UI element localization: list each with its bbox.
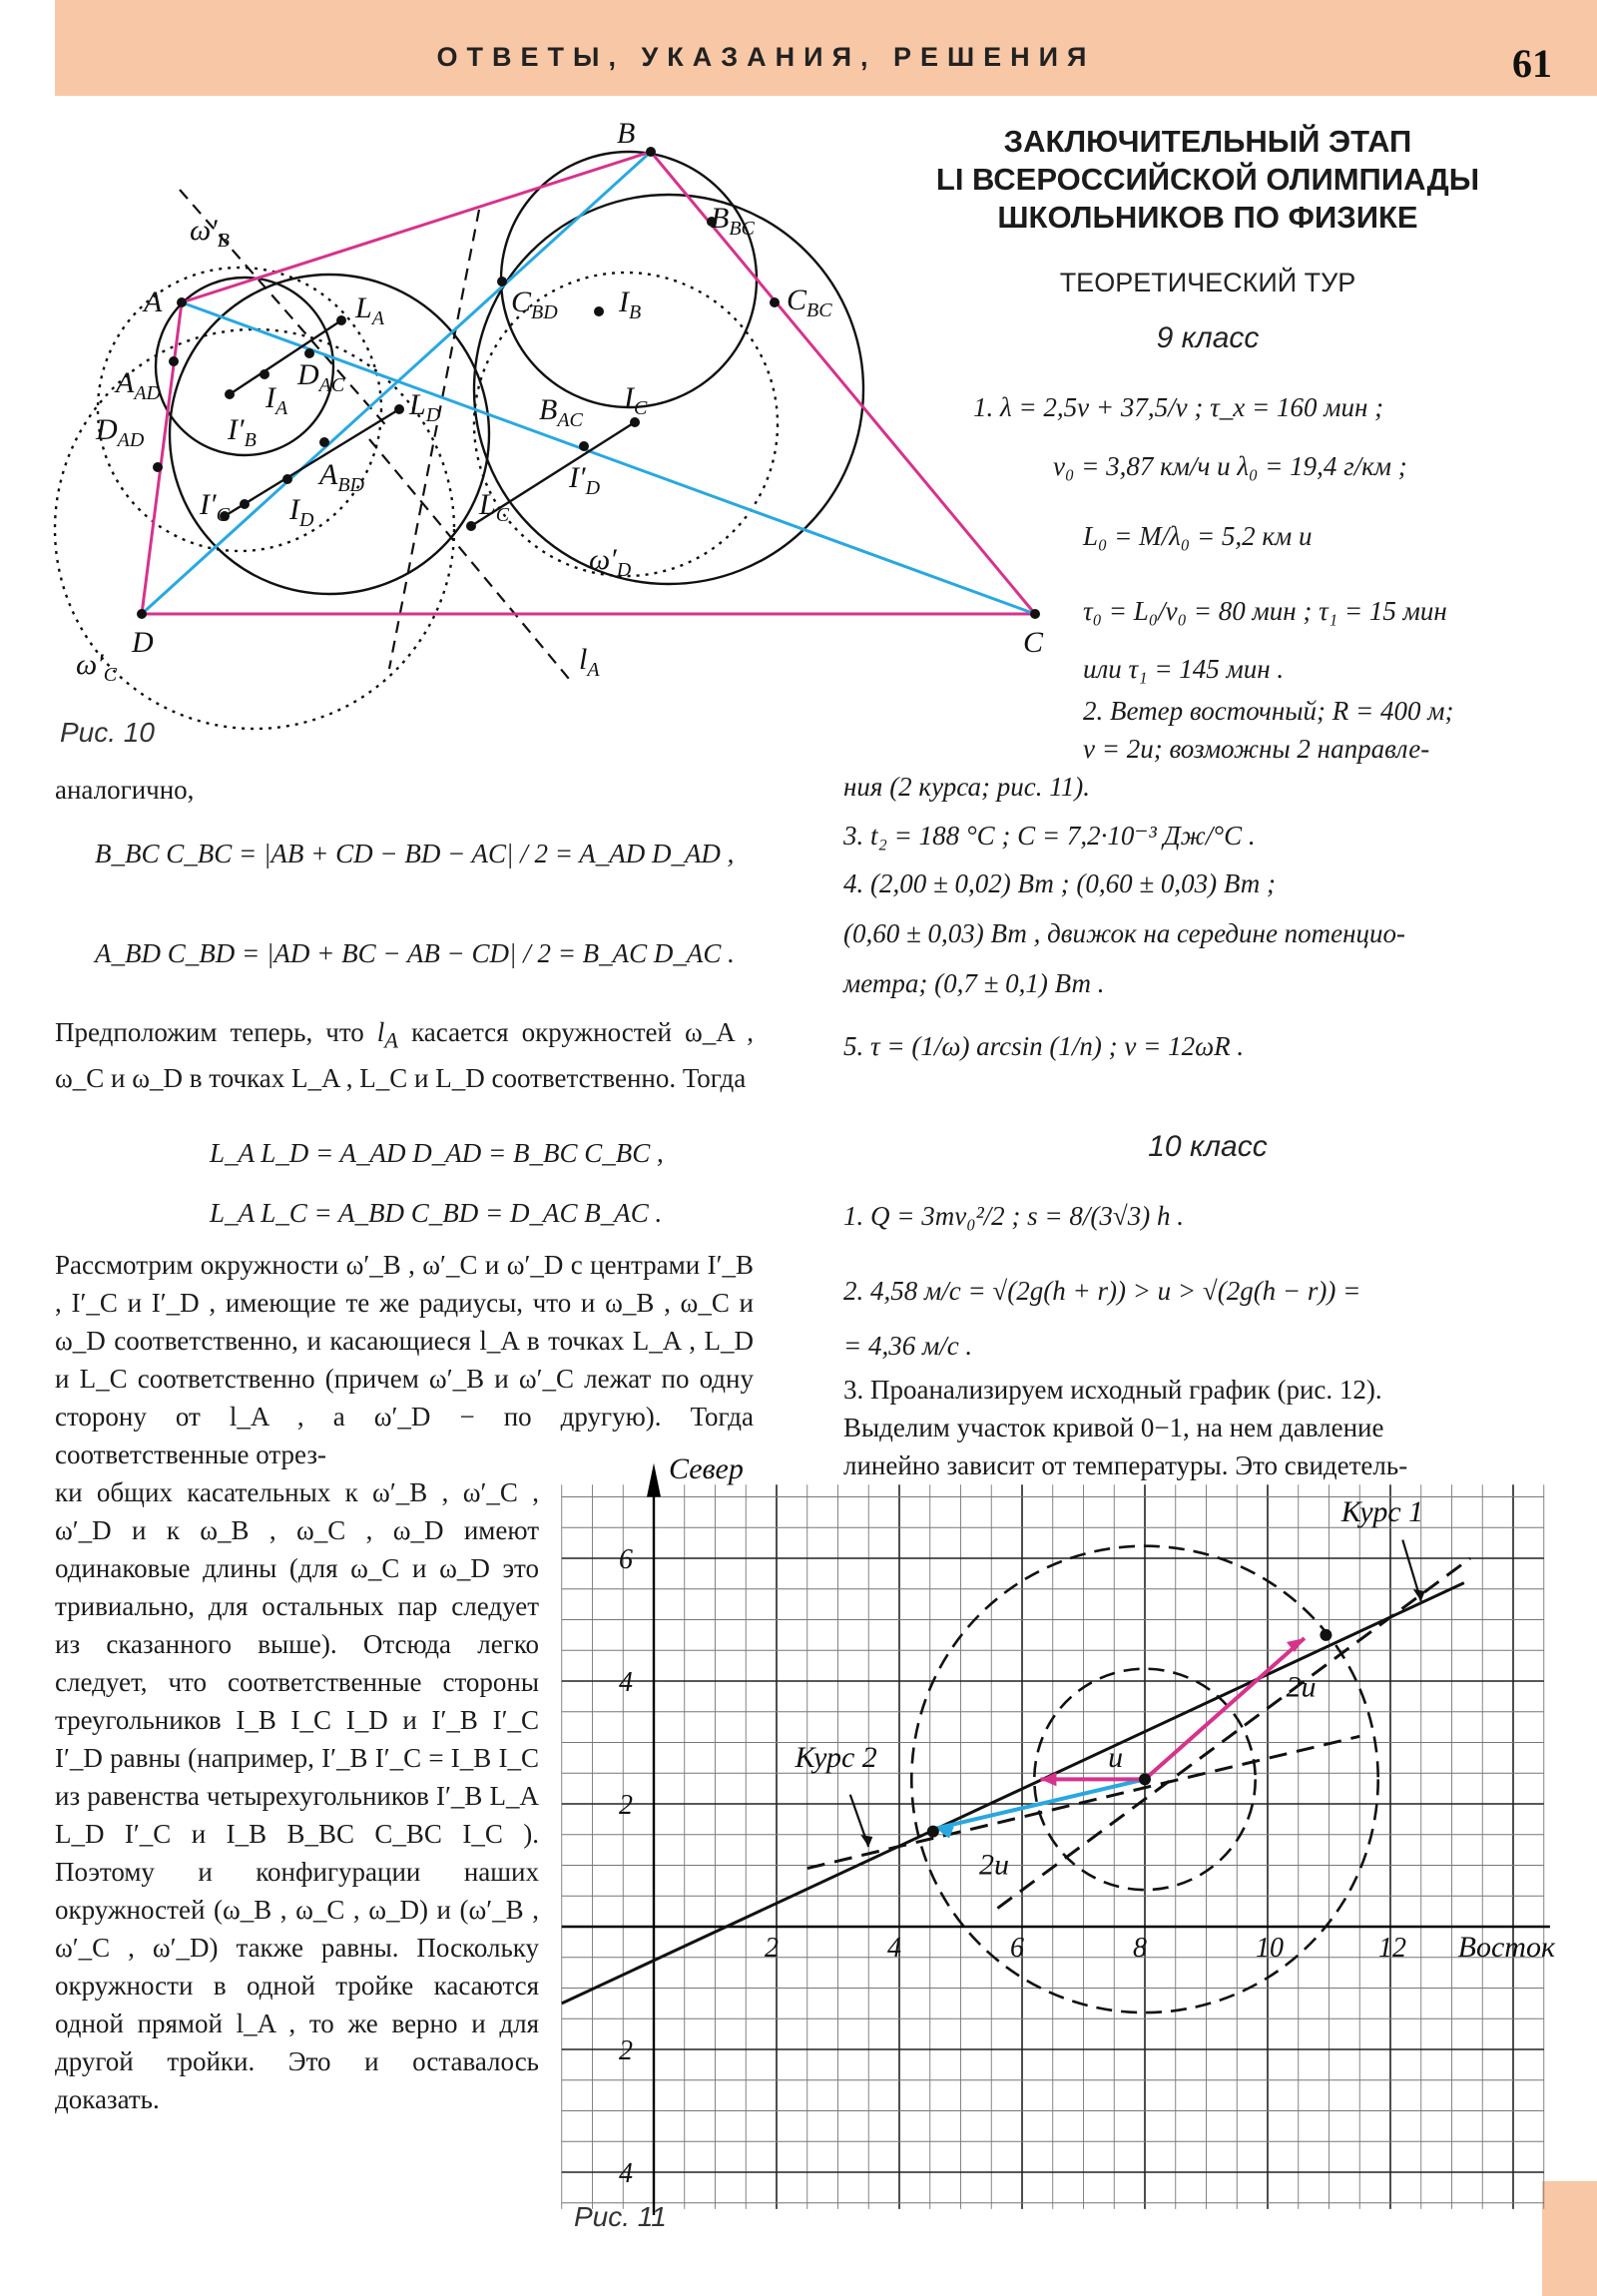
label-IBp-sub: B — [244, 429, 257, 451]
svg-text:DAD — [95, 413, 145, 451]
label-LA-sub: A — [371, 307, 384, 329]
label-wC: ω′ — [76, 648, 104, 681]
label-wD-sub: D — [616, 559, 632, 581]
label-A: A — [144, 286, 163, 318]
label-IB-sub: B — [629, 301, 642, 323]
label-CBD-sub: BD — [531, 301, 558, 323]
dashed-line-la — [369, 439, 569, 679]
label-ID: I — [289, 493, 299, 526]
vector-pink-arrowhead — [1040, 1772, 1056, 1786]
diagonal-BD — [142, 152, 651, 614]
x-tick-label: 10 — [1256, 1933, 1284, 1964]
label-LC: L — [479, 488, 496, 521]
x-tick-label: 12 — [1378, 1933, 1406, 1964]
label-2u-upper: 2u — [1286, 1670, 1317, 1704]
label-IC: I — [624, 381, 634, 414]
vector-pink-2u — [1145, 1638, 1305, 1779]
fig11-caption: Рис. 11 — [574, 2201, 667, 2232]
heading-line-3: ШКОЛЬНИКОВ ПО ФИЗИКЕ — [997, 200, 1418, 235]
paragraph-suppose: Предположим теперь, что $l_A$ касается окружностей ω_A , ω_C и ω_D в точках L_A , L_C и L_D соответственно. Тогда — [55, 1017, 755, 1094]
answer-9-1-line2: v₀ = 3,87 км/ч и λ₀ = 19,4 г/км ; — [1053, 451, 1407, 481]
svg-text:AAD — [114, 366, 162, 404]
svg-text:I′D — [568, 461, 601, 499]
page-number: 61 — [1512, 41, 1552, 86]
label-AAD: A — [116, 366, 135, 399]
answer-10-1: 1. Q = 3mv₀²/2 ; s = 8/(3√3) h . — [843, 1201, 1184, 1231]
vector-point — [927, 1826, 939, 1838]
fig10-caption: Рис. 10 — [60, 717, 155, 748]
svg-text:ABD — [317, 458, 365, 496]
answer-9-4-line1: 4. (2,00 ± 0,02) Вт ; (0,60 ± 0,03) Вт ; — [843, 868, 1276, 898]
answer-9-1-line1: 1. λ = 2,5v + 37,5/v ; τ_x = 160 мин ; — [973, 392, 1384, 422]
heading-line-2: LI ВСЕРОССИЙСКОЙ ОЛИМПИАДЫ — [935, 162, 1480, 197]
text-analogously: аналогично, — [55, 775, 195, 805]
label-ID-sub: D — [299, 509, 314, 531]
label-course-1: Курс 1 — [1340, 1495, 1424, 1529]
axis-label-north: Север — [669, 1452, 744, 1486]
label-2u-lower: 2u — [978, 1848, 1009, 1882]
label-BBC-sub: BC — [729, 218, 755, 240]
formula-1: B_BC C_BC = |AB + CD − BD − AC| / 2 = A_AD D_AD , — [95, 839, 735, 868]
label-DAD-sub: AD — [117, 429, 145, 451]
y-tick-label: 6 — [619, 1544, 633, 1575]
label-DAD: D — [96, 413, 118, 446]
label-LC-sub: C — [495, 504, 510, 526]
x-tick-label: 6 — [1010, 1933, 1024, 1964]
svg-text:ID — [288, 493, 314, 531]
label-ICp: I′ — [200, 488, 217, 521]
label-B: B — [617, 117, 636, 150]
y-tick-label: 2 — [619, 1790, 633, 1821]
corner-tab — [1542, 2181, 1597, 2296]
svg-text:lA — [579, 643, 600, 681]
tangent-dashed-2 — [997, 1558, 1470, 1909]
svg-text:IA — [265, 381, 288, 419]
label-DAC-sub: AC — [318, 374, 345, 396]
svg-text:I′B — [227, 413, 257, 451]
y-tick-label: 4 — [619, 2158, 633, 2189]
label-IA: I — [266, 381, 275, 414]
label-AAD-sub: AD — [134, 382, 161, 404]
y-tick-label: 4 — [619, 1667, 633, 1698]
answer-9-5: 5. τ = (1/ω) arcsin (1/n) ; v = 12ωR . — [843, 1031, 1245, 1061]
paragraph-suppose-b: касается окружностей ω_A , ω_C и ω_D в точках L_A , L_C и L_D соответственно. Тогда — [55, 1017, 755, 1094]
label-D: D — [132, 626, 154, 659]
label-wB-sub: B — [217, 230, 230, 252]
label-wD: ω′ — [589, 543, 617, 576]
answer-9-1-line4: τ₀ = L₀/v₀ = 80 мин ; τ₁ = 15 мин — [1083, 596, 1447, 626]
label-LD-sub: D — [425, 404, 441, 426]
y-tick-label: 2 — [619, 2035, 633, 2066]
answer-9-4-line2: (0,60 ± 0,03) Вт , движок на середине потенцио- — [843, 918, 1406, 948]
label-CBC-sub: BC — [806, 299, 832, 321]
label-BAC: B — [539, 393, 558, 426]
running-title: ОТВЕТЫ, УКАЗАНИЯ, РЕШЕНИЯ — [436, 42, 1096, 72]
x-tick-label: 2 — [765, 1933, 779, 1964]
svg-text:IC — [623, 381, 648, 419]
label-DAC: D — [297, 358, 319, 391]
x-tick-label: 8 — [1133, 1933, 1147, 1964]
paragraph-segments: ки общих касательных к ω′_B , ω′_C , ω′_D и к ω_B , ω_C , ω_D имеют одинаковые длины (для ω_C и ω_D это тривиально, для остальных пар следует из сказанного выше). Отсюда легко следует, что соответственные стороны треугольников I_B I_C I_D и I′_B I′_C I′_D равны (например, I′_B I′_C = I_B I_C из равенства четырехугольников I′_B L_A L_D I′_C и I_B B_BC C_BC I_C ). Поэтому и конфигурации наших окружностей (ω_B , ω_C , ω_D) и (ω′_B , ω′_C , ω′_D) также равны. Поскольку окружности в одной тройке касаются одной прямой l_A , то же верно и для другой тройки. Это и оставалось доказать. — [55, 1477, 539, 2114]
label-ABD: A — [319, 458, 338, 491]
class-9-heading: 9 класс — [1156, 321, 1260, 354]
svg-text:I′C — [199, 488, 231, 526]
formula-3: L_A L_D = A_AD D_AD = B_BC C_BC , — [210, 1138, 664, 1168]
svg-text:CBD — [511, 286, 558, 323]
label-IDp: I′ — [569, 461, 586, 494]
svg-text:ω′B — [190, 214, 230, 252]
label-CBC: C — [787, 284, 807, 316]
label-u: u — [1108, 1741, 1124, 1775]
vector-point — [1320, 1629, 1331, 1641]
dotted-circle-wB — [98, 268, 381, 551]
answer-9-1-line5: или τ₁ = 145 мин . — [1083, 654, 1285, 684]
answer-10-2-line2: = 4,36 м/с . — [843, 1331, 973, 1361]
svg-text:CBC — [787, 284, 832, 321]
formula-2: A_BD C_BD = |AD + BC − AB − CD| / 2 = B_AC D_AC . — [95, 938, 735, 968]
x-tick-label: 4 — [887, 1933, 901, 1964]
pointer-course-2-head — [860, 1835, 872, 1847]
label-course-2: Курс 2 — [795, 1741, 877, 1775]
answer-10-3-line3: линейно зависит от температуры. Это свидетель- — [843, 1450, 1408, 1480]
dashed-line-2 — [389, 210, 479, 669]
label-BBC: B — [711, 202, 730, 235]
formula-4: L_A L_C = A_BD C_BD = D_AC B_AC . — [210, 1198, 663, 1228]
answer-10-3-line1: 3. Проанализируем исходный график (рис. 12). — [843, 1375, 1382, 1405]
label-IBp: I′ — [228, 413, 245, 446]
svg-text:DAC — [296, 358, 345, 396]
circle-big — [474, 195, 863, 584]
paragraph-consider: Рассмотрим окружности ω′_B , ω′_C и ω′_D с центрами I′_B , I′_C и I′_D , имеющие те же радиусы, что и ω_B , ω_C и ω_D соответственно, и касающиеся l_A в точках L_A , L_D и L_C соответственно (причем ω′_B и ω′_C лежат по одну сторону от l_A , а ω′_D − по другую). Тогда соответственные отрез- — [55, 1250, 754, 1469]
fig11-grid — [562, 1484, 1544, 2209]
answer-10-2-line1: 2. 4,58 м/с = √(2g(h + r)) > u > √(2g(h − r)) = — [843, 1276, 1361, 1306]
answer-9-2-line2: v = 2u; возможны 2 направле- — [1083, 734, 1430, 764]
label-wC-sub: C — [103, 664, 118, 686]
label-IA-sub: A — [275, 397, 288, 419]
running-header — [55, 0, 1597, 96]
vector-point — [1139, 1773, 1151, 1785]
label-LA: L — [355, 291, 372, 324]
class-10-heading: 10 класс — [1148, 1130, 1268, 1163]
svg-text:ω′D — [589, 543, 632, 581]
answer-10-3-line2: Выделим участок кривой 0−1, на нем давление — [843, 1413, 1384, 1442]
answer-9-2-line1: 2. Ветер восточный; R = 400 м; — [1083, 696, 1454, 726]
label-ABD-sub: BD — [337, 474, 364, 496]
label-lA: l — [579, 643, 588, 676]
answer-9-4-line3: метра; (0,7 ± 0,1) Вт . — [843, 968, 1105, 998]
label-IC-sub: C — [634, 397, 648, 419]
svg-text:IB — [618, 286, 641, 323]
svg-text:LA — [354, 291, 385, 329]
heading-line-1: ЗАКЛЮЧИТЕЛЬНЫЙ ЭТАП — [1003, 124, 1412, 159]
label-IDp-sub: D — [585, 477, 601, 499]
fig11-overlay — [562, 1452, 1556, 2215]
paragraph-suppose-a: Предположим теперь, что — [55, 1017, 364, 1047]
label-lA-sub: A — [587, 659, 600, 681]
label-BAC-sub: AC — [557, 409, 583, 431]
circle-wB — [501, 152, 757, 407]
answer-9-2-line3: ния (2 курса; рис. 11). — [843, 772, 1090, 802]
answer-9-1-line3: L₀ = M/λ₀ = 5,2 км и — [1083, 521, 1313, 551]
label-C: C — [1023, 626, 1044, 659]
label-IB: I — [619, 286, 629, 318]
svg-text:BAC — [539, 393, 584, 431]
label-wB: ω′ — [190, 214, 218, 247]
label-CBD: C — [511, 286, 532, 318]
label-LD: L — [409, 388, 426, 421]
answer-9-3: 3. t₂ = 188 °C ; C = 7,2·10⁻³ Дж/°C . — [843, 821, 1256, 851]
svg-text:ω′C — [76, 648, 118, 686]
axis-label-east: Восток — [1457, 1931, 1555, 1964]
label-ICp-sub: C — [216, 504, 230, 526]
subtitle-theory: ТЕОРЕТИЧЕСКИЙ ТУР — [1059, 268, 1356, 297]
